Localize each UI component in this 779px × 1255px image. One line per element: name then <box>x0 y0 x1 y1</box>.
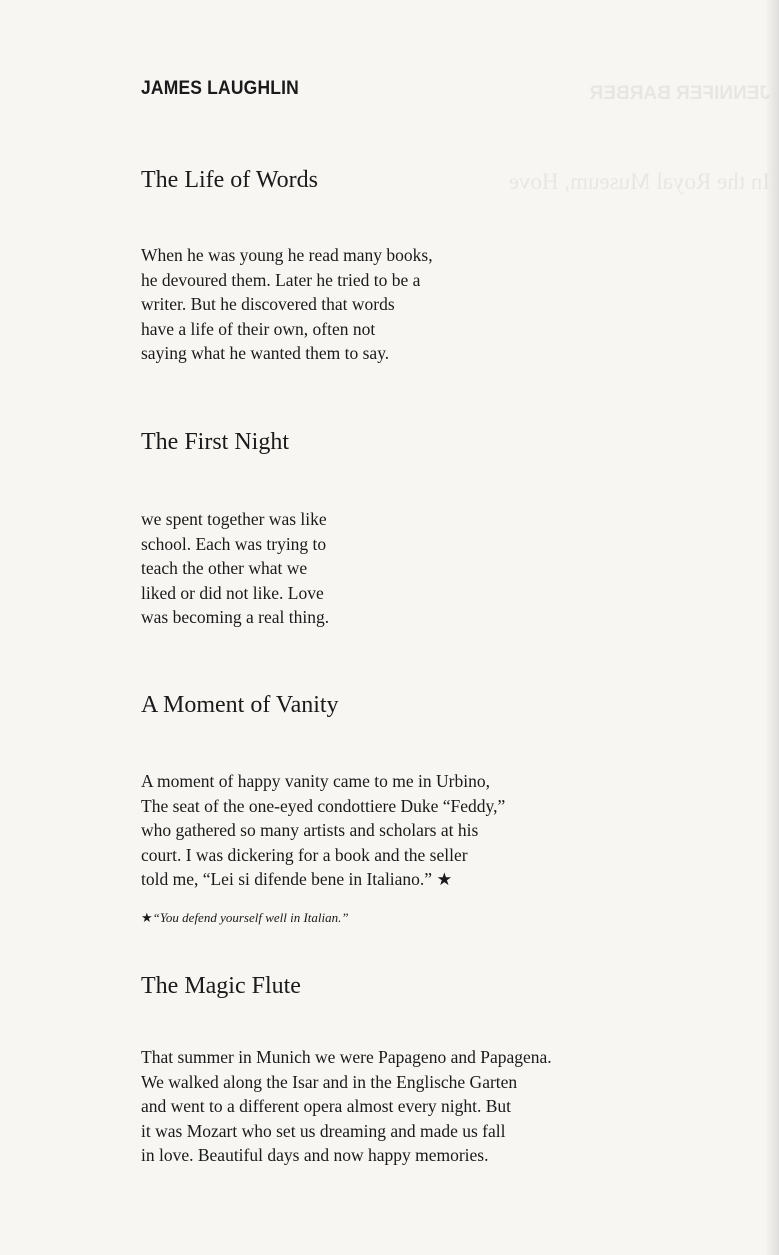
poem-line: school. Each was trying to <box>141 533 327 554</box>
poem-title: The First Night <box>141 429 289 455</box>
page-edge-shadow <box>765 0 779 1255</box>
poem-line: writer. But he discovered that words <box>141 294 395 314</box>
poem-line: saying what he wanted them to say. <box>141 343 390 363</box>
poem-line: in love. Beautiful days and now happy memories. <box>141 1145 489 1165</box>
poem-line: That summer in Munich we were Papageno and Papagena. <box>141 1047 552 1067</box>
footnote-text: “You defend yourself well in Italian.” <box>152 910 349 925</box>
show-through-header: JENNIFER BARBER <box>589 83 770 104</box>
show-through-title: In the Royal Museum, Hove <box>508 169 770 194</box>
poem-body <box>141 769 505 892</box>
poem-line: who gathered so many artists and scholars at his <box>141 820 479 840</box>
poem-line: liked or did not like. Love <box>141 582 324 603</box>
poem-line: teach the other what we <box>141 558 308 578</box>
poem-line: have a life of their own, often not <box>141 318 376 339</box>
poem-line: told me, “Lei si difende bene in Italiano.” ★ <box>141 869 453 889</box>
poem-line: A moment of happy vanity came to me in Urbino, <box>141 771 490 791</box>
show-through-reverse-page <box>470 70 770 970</box>
poem-line: it was Mozart who set us dreaming and made us fall <box>141 1120 506 1141</box>
poem-line: The seat of the one-eyed condottiere Duke “Feddy,” <box>141 795 506 816</box>
footnote-marker: ★ <box>141 910 153 925</box>
poem-line: we spent together was like <box>141 509 327 529</box>
poem-line: We walked along the Isar and in the Englische Garten <box>141 1071 518 1092</box>
footnote <box>141 910 349 926</box>
poem-title: The Life of Words <box>141 167 318 193</box>
poem-title: The Magic Flute <box>141 973 301 999</box>
poem-body <box>141 1045 552 1168</box>
poem-body <box>141 243 433 366</box>
poem-line: and went to a different opera almost every night. But <box>141 1096 511 1116</box>
poem-title: A Moment of Vanity <box>141 692 339 718</box>
author-name: JAMES LAUGHLIN <box>141 78 299 99</box>
poem-line: court. I was dickering for a book and the seller <box>141 844 468 865</box>
poem-body <box>141 507 329 630</box>
poem-line: When he was young he read many books, <box>141 245 433 265</box>
poem-line: was becoming a real thing. <box>141 607 330 627</box>
poem-line: he devoured them. Later he tried to be a <box>141 269 421 290</box>
